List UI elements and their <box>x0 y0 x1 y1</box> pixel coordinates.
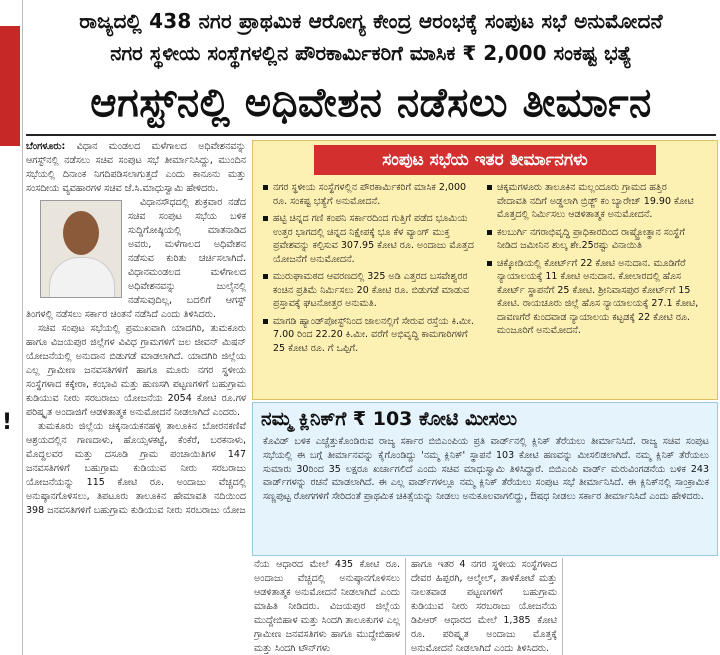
column-divider <box>562 558 563 655</box>
list-item: ನಗರ ಸ್ಥಳೀಯ ಸಂಸ್ಥೆಗಳಲ್ಲಿನ ಪೌರಕಾರ್ಮಿಕರಿಗೆ ಮಾಸಿಕ 2,000 ರೂ. ಸಂಕಷ್ಟ ಭತ್ಯೆಗೆ ಅನುಮೋದನೆ. <box>263 181 475 208</box>
title-rule <box>26 134 716 136</box>
decisions-left-column <box>263 181 475 359</box>
article-lead <box>26 140 246 196</box>
list-item: ಹಟ್ಟಿ ಚಿನ್ನದ ಗಣಿ ಕಂಪನಿ ಸರ್ಕಾರದಿಂದ ಗುತ್ತಿಗೆ ಪಡೆದ ಭೂಮಿಯ ಉತ್ತರ ಭಾಗದಲ್ಲಿ ಚಿನ್ನದ ನಿಕ್ಷೇಪಕ್ಕೆ ಭೂ ಕೆಳ ವ್ಯಾಂಗ್ ಮುಕ್ತ ಪ್ರವೇಶವನ್ನು ಕಲ್ಪಿಸುವ 307.95 ಕೋಟಿ ರೂ. ಅಂದಾಜು ಮೊತ್ತದ ಯೋಜನೆಗೆ ಅನುಮೋದನೆ. <box>263 212 475 266</box>
left-article <box>26 140 246 655</box>
clinic-heading: ನಮ್ಮ ಕ್ಲಿನಿಕ್‌ಗೆ ₹ 103 ಕೋಟಿ ಮೀಸಲು <box>261 408 518 430</box>
article-p2: ವಿಧಾನಸೌಧದಲ್ಲಿ ಶುಕ್ರವಾರ ನಡೆದ ಸಚಿವ ಸಂಪುಟ ಸಭೆಯ ಬಳಿಕ ಸುದ್ದಿಗೋಷ್ಠಿಯಲ್ಲಿ ಮಾತನಾಡಿದ ಅವರು, ಮಳೆಗಾಲದ ಅಧಿವೇಶನ ನಡೆಸುವ ಕುರಿತು ಚರ್ಚಿಸಲಾಗಿದೆ. ವಿಧಾನಮಂಡಲದ ಮಳೆಗಾಲದ ಅಧಿವೇಶನವನ್ನು ಜುಲೈನಲ್ಲಿ ನಡೆಸುವುದಿಲ್ಲ, ಬದಲಿಗೆ ಆಗಸ್ಟ್ ತಿಂಗಳಲ್ಲಿ ನಡೆಸಲು ಸರ್ಕಾರ ಚಿಂತನೆ ನಡೆಸಿದೆ ಎಂದು ತಿಳಿಸಿದರು. <box>26 197 246 320</box>
bottom-column-1: ನೆಯ ಆಧಾರದ ಮೇಲೆ 435 ಕೋಟಿ ರೂ. ಅಂದಾಜು ವೆಚ್ಚದಲ್ಲಿ ಅನುಷ್ಠಾನಗೊಳಿಸಲು ಆಡಳಿತಾತ್ಮಕ ಅನುಮೋದನೆ ನೀಡಲಾಗಿದೆ ಎಂದು ಮಾಹಿತಿ ನೀಡಿದರು. ವಿಜಯಪುರ ಜಿಲ್ಲೆಯ ಮುದ್ದೇಬಿಹಾಳ ಮತ್ತು ಸಿಂದಗಿ ತಾಲೂಕುಗಳ ಎಲ್ಲ ಗ್ರಾಮೀಣ ಜನವಸತಿಗಳು ಹಾಗೂ ಮುದ್ದೇಬಿಹಾಳ ಮತ್ತು ಸಿಂದಗಿ ಟೌನ್‌ಗಳು <box>254 559 400 654</box>
namma-clinic-box <box>252 402 718 556</box>
adjacent-red-block <box>0 26 20 146</box>
bottom-column-3 <box>568 558 714 655</box>
article-p4: ತುಮಕೂರು ಜಿಲ್ಲೆಯ ಚಿಕ್ಕನಾಯಕನಹಳ್ಳಿ ತಾಲೂಕಿನ ಬೋರನಕಣಿವೆ ಆಶ್ರಯದಲ್ಲಿನ ಗಾಣದಾಳು, ಹೊಯ್ಸಳಕಟ್ಟೆ, ಕೆಂಕೆರೆ, ಬರಕನಾಳು, ಮೊದ್ದಲವರ ಮತ್ತು ದಸೂಡಿ ಗ್ರಾಮ ಪಂಚಾಯಿತಿಗಳ 147 ಜನವಸತಿಗಳಿಗೆ ಬಹುಗ್ರಾಮ ಕುಡಿಯುವ ನೀರು ಸರಬರಾಜು ಯೋಜನೆಯನ್ನು 115 ಕೋಟಿ ರೂ. ಅಂದಾಜು ವೆಚ್ಚದಲ್ಲಿ ಅನುಷ್ಠಾನಗೊಳಿಸಲು, ತಿಪಟೂರು ತಾಲೂಕಿನ ಹೇಮಾವತಿ ನದಿಯಿಂದ 398 ಜನವಸತಿಗಳಿಗೆ ಬಹುಗ್ರಾಮ ಕುಡಿಯುವ ನೀರು ಸರಬರಾಜು ಯೋಜ <box>26 421 246 516</box>
list-item: ಮಾಗಡಿ ಹ್ಯಾಂಡ್‌ಪೋಸ್ಟ್‌ನಿಂದ ಜಾಲನಲ್ಲಿಗೆ ಸೇರುವ ರಸ್ತೆಯ ಕಿ.ಮೀ. 7.00 ರಿಂದ 22.20 ಕಿ.ಮೀ. ವರೆಗೆ ಅಭಿವೃದ್ಧಿ ಕಾಮಗಾರಿಗಳಿಗೆ 25 ಕೋಟಿ ರೂ. ಗೆ ಒಪ್ಪಿಗೆ. <box>263 315 475 356</box>
article-p3: ಸಚಿವ ಸಂಪುಟ ಸಭೆಯಲ್ಲಿ ಪ್ರಮುಖವಾಗಿ ಯಾದಗಿರಿ, ತುಮಕೂರು ಹಾಗೂ ವಿಜಯಪುರ ಜಿಲ್ಲೆಗಳ ವಿವಿಧ ಗ್ರಾಮಗಳಿಗೆ ಜಲ ಜೀವನ್ ಮಿಷನ್ ಯೋಜನೆಯಲ್ಲಿ ಅನುದಾನ ಬಿಡುಗಡೆ ಮಾಡಲಾಗಿದೆ. ಯಾದಗಿರಿ ಜಿಲ್ಲೆಯ ಎಲ್ಲ ಗ್ರಾಮೀಣ ಜನವಸತಿಗಳಿಗೆ ಹಾಗೂ ಮೂರು ನಗರ ಸ್ಥಳೀಯ ಸಂಸ್ಥೆಗಳಾದ ಕಕ್ಕೇರಾ, ಕಂಭಾವಿ ಮತ್ತು ಹುಣಸಗಿ ಪಟ್ಟಣಗಳಿಗೆ ಬಹುಗ್ರಾಮ ಕುಡಿಯುವ ನೀರು ಸರಬರಾಜು ಯೋಜನೆಯ 2054 ಕೋಟಿ ರೂ.ಗಳ ಪರಿಷ್ಕೃತ ಅಂದಾಜಿಗೆ ಆಡಳಿತಾತ್ಮಕ ಅನುಮೋದನೆ ನೀಡಲಾಗಿದೆ ಎಂದರು. <box>26 323 246 418</box>
list-item: ಕಲಬುರ್ಗಿ ನಗರಾಭಿವೃದ್ಧಿ ಪ್ರಾಧಿಕಾರದಿಂದ ರಾಷ್ಟ್ರೋತ್ಥಾನ ಸಂಸ್ಥೆಗೆ ನೀಡಿದ ಜಮೀನಿನ ಶುಲ್ಕ ಶೇ.25ರಷ್ಟು ವಿನಾಯಿತಿ <box>487 226 699 253</box>
article-p1: ವಿಧಾನ ಮಂಡಲದ ಮಳೆಗಾಲದ ಅಧಿವೇಶನವನ್ನು ಆಗಸ್ಟ್‌ನಲ್ಲಿ ನಡೆಸಲು ಸಚಿವ ಸಂಪುಟ ಸಭೆ ತೀರ್ಮಾನಿಸಿದ್ದು, ಮುಂದಿನ ಸಭೆಯಲ್ಲಿ ದಿನಾಂಕ ನಿಗದಿಪಡಿಸಲಾಗುತ್ತದೆ ಎಂದು ಕಾನೂನು ಮತ್ತು ಸಂಸದೀಯ ವ್ಯವಹಾರಗಳ ಸಚಿವ ಜೆ.ಸಿ.ಮಾಧುಸ್ವಾಮಿ ಹೇಳಿದರು. <box>26 141 246 194</box>
list-item: ಚಿಕ್ಕಮಗಳೂರು ತಾಲೂಕಿನ ಮಲ್ಲಂದೂರು ಗ್ರಾಮದ ಹತ್ತಿರ ವೇದಾವತಿ ನದಿಗೆ ಅಡ್ಡಲಾಗಿ ಬ್ರಿಡ್ಜ್ ಕಂ ಬ್ಯಾರೇಜ್ 19.90 ಕೋಟಿ ಮೊತ್ತದಲ್ಲಿ ನಿರ್ಮಿಸಲು ಆಡಳಿತಾತ್ಮಕ ಅನುಮೋದನೆ. <box>487 181 699 222</box>
list-item: ಚಿಕ್ಕೋಡಿಯಲ್ಲಿ ಕೋರ್ಟ್‌ಗೆ 22 ಕೋಟಿ ಅನುದಾನ. ಮೂಡಿಗೆರೆ ನ್ಯಾಯಾಲಯಕ್ಕೆ 11 ಕೋಟಿ ಅನುದಾನ. ಕೋಲಾರದಲ್ಲಿ ಹೊಸ ಕೋರ್ಟ್ ಸ್ಥಾಪನೆಗೆ 25 ಕೋಟಿ. ಶ್ರೀನಿವಾಸಪುರ ಕೋರ್ಟ್‌ಗೆ 15 ಕೋಟಿ. ರಾಯಚೂರು ಜಿಲ್ಲೆ ಹೊಸ ನ್ಯಾಯಾಲಯಕ್ಕೆ 27.1 ಕೋಟಿ, ದಾವಣಗೆರೆ ಕುಂದವಾಡ ನ್ಯಾಯಾಲಯ ಕಟ್ಟಡಕ್ಕೆ 22 ಕೋಟಿ ರೂ. ಮಂಜೂರಿಗೆ ಅನುಮೋದನೆ. <box>487 257 699 338</box>
headline-top: ರಾಜ್ಯದಲ್ಲಿ 438 ನಗರ ಪ್ರಾಥಮಿಕ ಆರೋಗ್ಯ ಕೇಂದ್ರ ಆರಂಭಕ್ಕೆ ಸಂಪುಟ ಸಭೆ ಅನುಮೋದನೆ <box>79 9 663 33</box>
list-item: ಮುರುಘಾಮಠದ ಆವರಣದಲ್ಲಿ 325 ಅಡಿ ಎತ್ತರದ ಬಸವೇಶ್ವರರ ಕಂಚಿನ ಪ್ರತಿಮೆ ನಿರ್ಮಿಸಲು 20 ಕೋಟಿ ರೂ. ಬಿಡುಗಡೆ ಮಾಡುವ ಪ್ರಸ್ತಾವಕ್ಕೆ ಘಟನೋತ್ತರ ಅನುಮತಿ. <box>263 270 475 311</box>
bottom-column-2: ಹಾಗೂ ಇತರ 4 ನಗರ ಸ್ಥಳೀಯ ಸಂಸ್ಥೆಗಳಾದ ದೇವರ ಹಿಪ್ಪರಗಿ, ಆಲ್ಮೇಲ್, ತಾಳಿಕೋಟೆ ಮತ್ತು ನಾಲತವಾಡ ಪಟ್ಟಣಗಳಿಗೆ ಬಹುಗ್ರಾಮ ಕುಡಿಯುವ ನೀರು ಸರಬರಾಜು ಯೋಜನೆಯ ಡಿಪಿಆರ್ ಆಧಾರದ ಮೇಲೆ 1,385 ಕೋಟಿ ರೂ. ಪರಿಷ್ಕೃತ ಅಂದಾಜು ಮೊತ್ತಕ್ಕೆ ಅನುಮೋದನೆ ನೀಡಲಾಗಿದೆ ಎಂದು ತಿಳಿಸಿದರು. <box>411 559 557 654</box>
main-title: ಆಗಸ್ಟ್‌ನಲ್ಲಿ ಅಧಿವೇಶನ ನಡೆಸಲು ತೀರ್ಮಾನ <box>90 80 652 126</box>
photo-shirt <box>49 257 115 298</box>
headline-sub: ನಗರ ಸ್ಥಳೀಯ ಸಂಸ್ಥೆಗಳಲ್ಲಿನ ಪೌರಕಾರ್ಮಿಕರಿಗೆ ಮಾಸಿಕ ₹ 2,000 ಸಂಕಷ್ಟ ಭತ್ಯೆ <box>110 41 632 65</box>
minister-photo <box>40 200 122 298</box>
photo-face <box>63 211 99 255</box>
clinic-text: ಕೊವಿಡ್ ಬಳಿಕ ಎಚ್ಚೆತ್ತುಕೊಂಡಿರುವ ರಾಜ್ಯ ಸರ್ಕಾರ ಬಿಬಿಎಂಪಿಯ ಪ್ರತಿ ವಾರ್ಡ್‌ನಲ್ಲಿ ಕ್ಲಿನಿಕ್ ತೆರೆಯಲು ತೀರ್ಮಾನಿಸಿದೆ. ರಾಜ್ಯ ಸಚಿವ ಸಂಪುಟ ಸಭೆಯಲ್ಲಿ ಈ ಬಗ್ಗೆ ತೀರ್ಮಾನವನ್ನು ಕೈಗೊಂಡಿದ್ದು 'ನಮ್ಮ ಕ್ಲಿನಿಕ್' ಸ್ಥಾಪನೆ 103 ಕೋಟಿ ಹಣವನ್ನು ಮೀಸಲಿಡಲಾಗಿದೆ. ನಮ್ಮ ಕ್ಲಿನಿಕ್ ತೆರೆಯಲು ಸುಮಾರು 30ರಿಂದ 35 ಲಕ್ಷರೂ ಖರ್ಚಾಗಲಿದೆ ಎಂದು ಸಚಿವ ಮಾಧುಸ್ವಾಮಿ ತಿಳಿಸಿದ್ದಾರೆ. ಬಿಬಿಎಂಪಿ ವಾರ್ಡ್ ಮರುವಿಂಗಡನೆಯ ಬಳಿಕ 243 ವಾರ್ಡ್‌ಗಳನ್ನು ರಚನೆ ಮಾಡಲಾಗಿದೆ. ಈ ಎಲ್ಲ ವಾರ್ಡ್‌ಗಳಲ್ಲೂ ನಮ್ಮ ಕ್ಲಿನಿಕ್ ತೆರೆಯಲು ಸಂಪುಟ ಸಭೆ ತೀರ್ಮಾನಿಸಿದೆ. ಈ ಕ್ಲಿನಿಕ್‌ನಲ್ಲಿ ಸಾಂಕ್ರಾಮಿಕ ಸಣ್ಣಪುಟ್ಟ ರೋಗಗಳಿಗೆ ಸೇರಿದಂತೆ ಪ್ರಾಥಮಿಕ ಚಿಕಿತ್ಸೆಯನ್ನು ನೀಡಲು ಅನುಕೂಲವಾಗಲಿದ್ದು, ಔಷಧ ನೀಡಲು ಸರ್ಕಾರ ತೀರ್ಮಾನಿಸಿದೆ ಎಂದು ಹೇಳಿದರು. <box>263 436 709 503</box>
adjacent-page-strip <box>0 0 23 655</box>
adjacent-exclamation: ! <box>2 410 13 435</box>
other-decisions-box <box>252 140 718 400</box>
column-divider <box>405 558 406 655</box>
decisions-heading: ಸಂಪುಟ ಸಭೆಯ ಇತರ ತೀರ್ಮಾನಗಳು <box>314 145 656 175</box>
dateline: ಬೆಂಗಳೂರು: <box>26 141 66 152</box>
decisions-right-column <box>487 181 699 342</box>
